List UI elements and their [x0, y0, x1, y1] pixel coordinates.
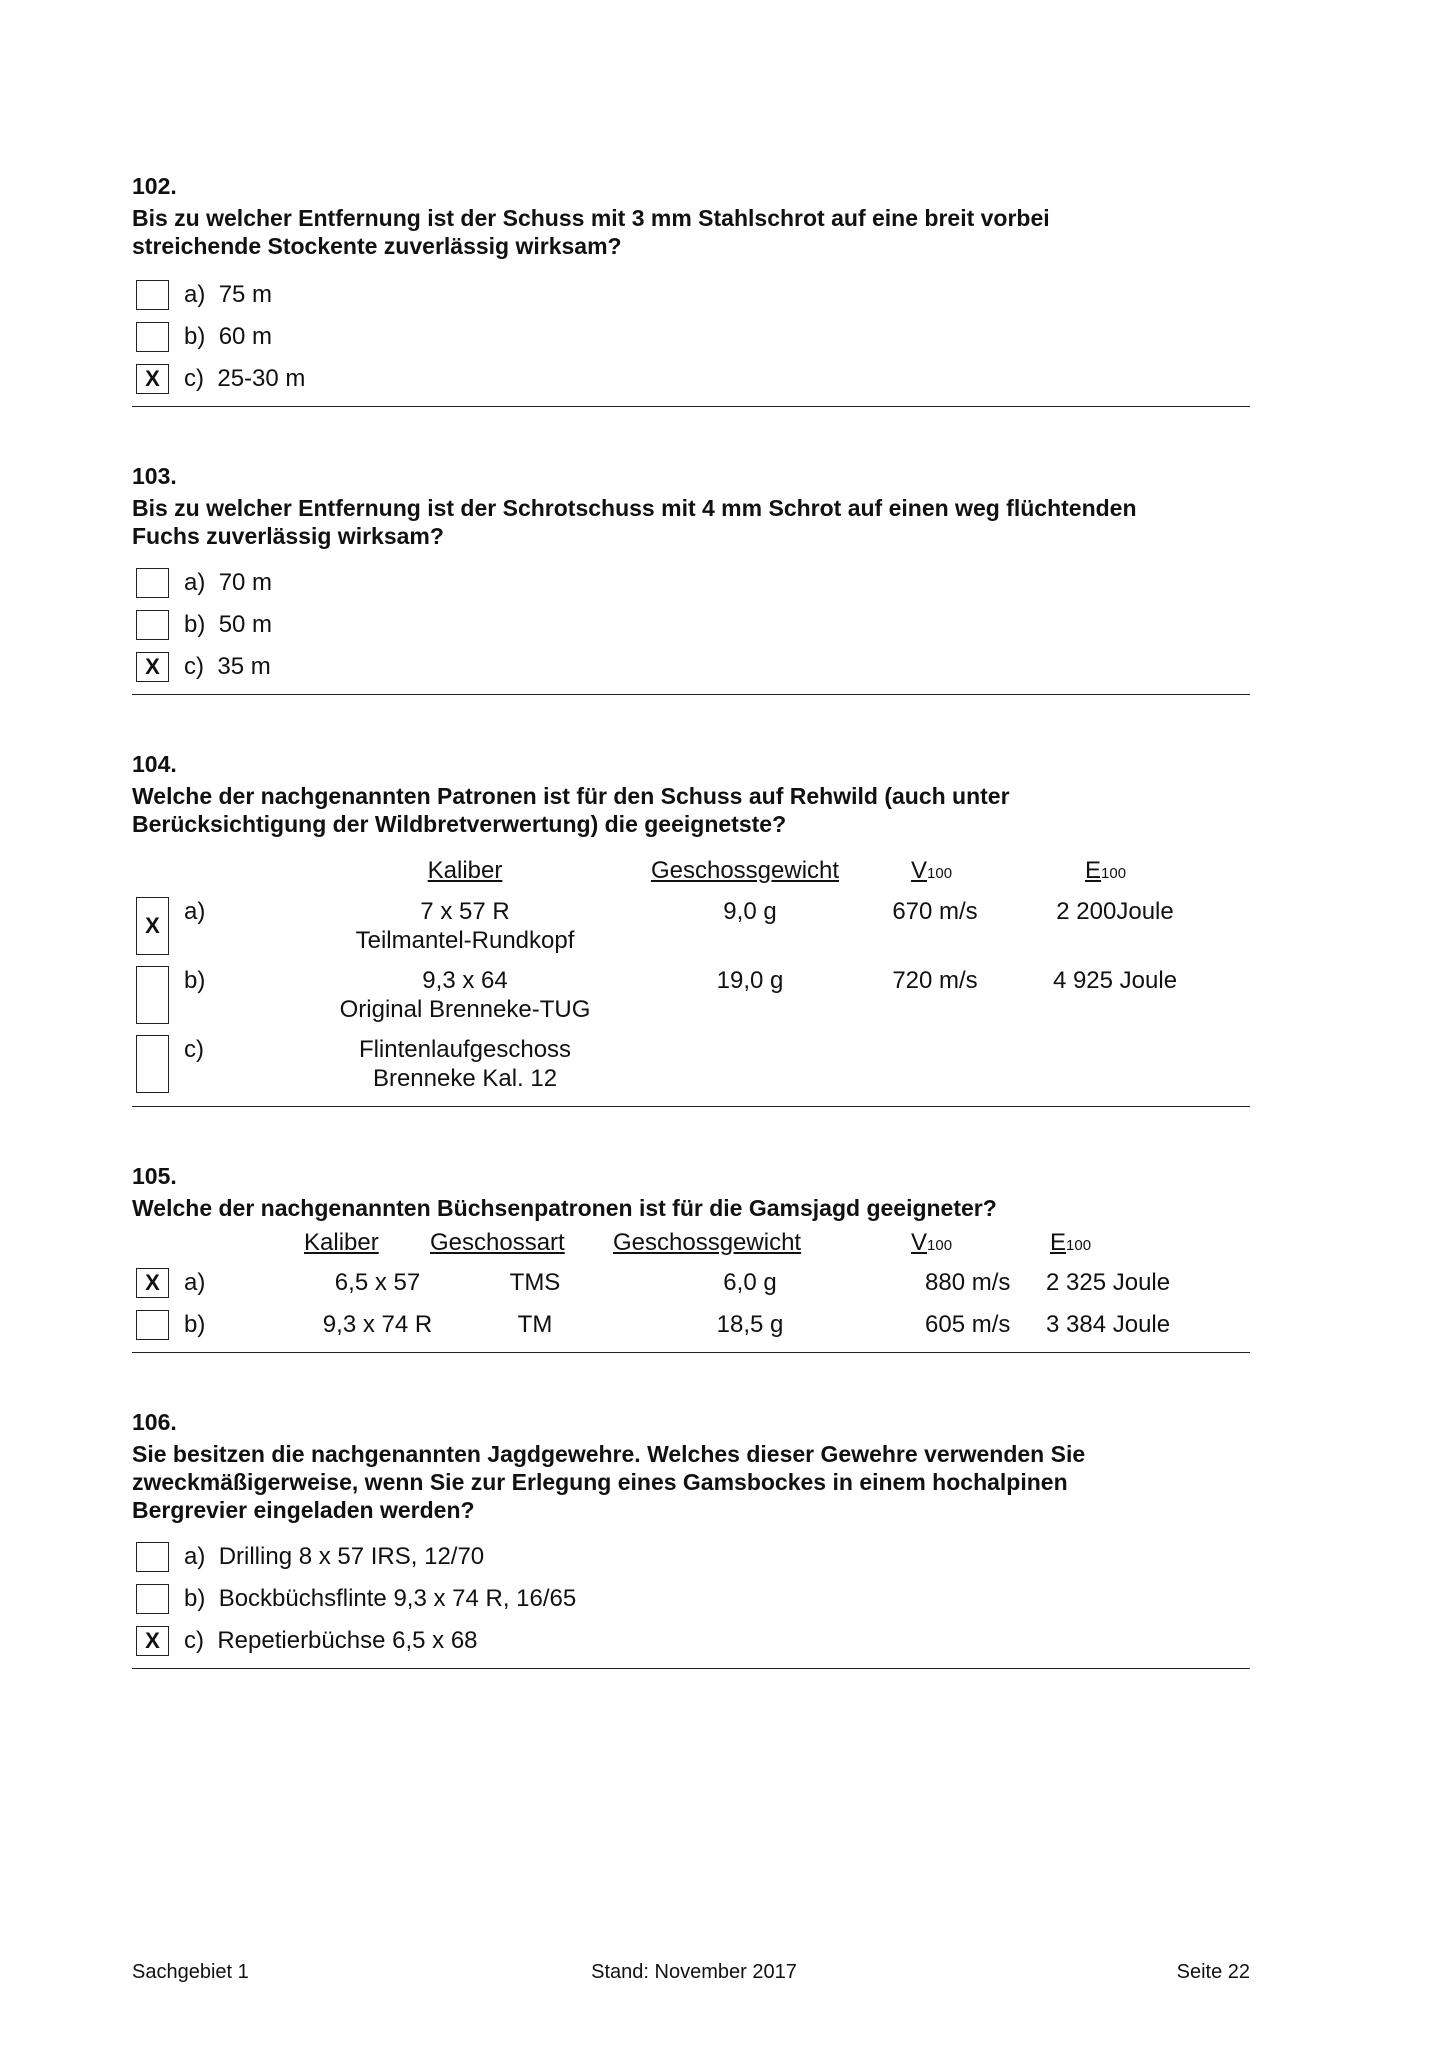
footer-center: Stand: November 2017 [591, 1961, 797, 1983]
column-header-v100: V100 [911, 857, 953, 884]
cell-geschossgewicht: 19,0 g [716, 967, 784, 994]
answer-checkbox-a[interactable] [136, 568, 169, 598]
footer-left: Sachgebiet 1 [132, 1961, 249, 1983]
divider [132, 1668, 1250, 1669]
answer-letter-a: a) [184, 898, 206, 925]
question-text: Bis zu welcher Entfernung ist der Schuss mit 3 mm Stahlschrot auf eine breit vorbei streichende Stockente zuverlässig wirksam? [132, 205, 1050, 259]
answer-option-b: b) Bockbüchsflinte 9,3 x 74 R, 16/65 [184, 1585, 577, 1612]
question-number: 102. [132, 173, 177, 199]
cell-e100: 3 384 Joule [1046, 1311, 1171, 1338]
question-number: 106. [132, 1409, 177, 1435]
cell-v100: 880 m/s [925, 1269, 1011, 1296]
question-text: Sie besitzen die nachgenannten Jagdgewehre. Welches dieser Gewehre verwenden Sie zweckmäßigerweise, wenn Sie zur Erlegung eines Gamsbockes in einem hochalpinen Bergrevier eingeladen werden? [132, 1441, 1086, 1523]
answer-letter-a: a) [184, 1269, 206, 1296]
answer-option-a: a) Drilling 8 x 57 IRS, 12/70 [184, 1543, 485, 1570]
question-text: Bis zu welcher Entfernung ist der Schrotschuss mit 4 mm Schrot auf einen weg flüchtenden Fuchs zuverlässig wirksam? [132, 495, 1137, 549]
cell-geschossgewicht: 18,5 g [716, 1311, 784, 1338]
answer-letter-c: c) [184, 1036, 204, 1063]
question-number: 104. [132, 751, 177, 777]
cell-geschossgewicht: 9,0 g [723, 898, 777, 925]
cell-kaliber: 7 x 57 R Teilmantel-Rundkopf [355, 898, 575, 954]
question-103 [132, 462, 1250, 550]
answer-option-c: c) 35 m [184, 653, 271, 680]
answer-checkbox-b[interactable] [136, 610, 169, 640]
cell-e100: 2 325 Joule [1046, 1269, 1171, 1296]
cell-geschossart: TM [517, 1311, 553, 1338]
cell-geschossart: TMS [509, 1269, 561, 1296]
column-header-geschossgewicht: Geschossgewicht [650, 857, 840, 884]
column-header-e100: E100 [1050, 1229, 1092, 1256]
question-106 [132, 1408, 1250, 1524]
answer-checkbox-c[interactable]: X [136, 364, 169, 394]
cell-v100: 605 m/s [925, 1311, 1011, 1338]
answer-option-a: a) 75 m [184, 281, 273, 308]
divider [132, 1352, 1250, 1353]
answer-checkbox-c[interactable]: X [136, 652, 169, 682]
answer-letter-b: b) [184, 1311, 206, 1338]
footer-right: Seite 22 [1176, 1961, 1250, 1983]
column-header-kaliber: Kaliber [304, 1229, 379, 1256]
cell-e100: 2 200Joule [1056, 898, 1174, 925]
question-number: 105. [132, 1163, 177, 1189]
divider [132, 406, 1250, 407]
answer-option-b: b) 60 m [184, 323, 273, 350]
cell-kaliber: 9,3 x 74 R [322, 1311, 433, 1338]
column-header-geschossart: Geschossart [430, 1229, 565, 1256]
answer-checkbox-b[interactable] [136, 322, 169, 352]
question-102 [132, 172, 1250, 260]
divider [132, 1106, 1250, 1107]
column-header-kaliber: Kaliber [427, 857, 503, 884]
cell-kaliber: 6,5 x 57 [334, 1269, 421, 1296]
cell-v100: 720 m/s [892, 967, 978, 994]
answer-checkbox-c[interactable]: X [136, 1626, 169, 1656]
column-header-e100: E100 [1085, 857, 1127, 884]
cell-e100: 4 925 Joule [1052, 967, 1178, 994]
answer-checkbox-b[interactable] [136, 966, 169, 1024]
answer-option-c: c) Repetierbüchse 6,5 x 68 [184, 1627, 478, 1654]
question-105 [132, 1162, 1250, 1222]
answer-checkbox-b[interactable] [136, 1310, 169, 1340]
question-text: Welche der nachgenannten Patronen ist für den Schuss auf Rehwild (auch unter Berücksichtigung der Wildbretverwertung) die geeignetste? [132, 783, 1010, 837]
answer-checkbox-a[interactable] [136, 1542, 169, 1572]
answer-letter-b: b) [184, 967, 206, 994]
answer-checkbox-a[interactable] [136, 280, 169, 310]
answer-option-c: c) 25-30 m [184, 365, 306, 392]
divider [132, 694, 1250, 695]
cell-kaliber: 9,3 x 64 Original Brenneke-TUG [339, 967, 591, 1023]
column-header-geschossgewicht: Geschossgewicht [613, 1229, 802, 1256]
question-number: 103. [132, 463, 177, 489]
cell-kaliber: Flintenlaufgeschoss Brenneke Kal. 12 [358, 1036, 572, 1092]
answer-option-a: a) 70 m [184, 569, 273, 596]
column-header-v100: V100 [911, 1229, 953, 1256]
answer-option-b: b) 50 m [184, 611, 273, 638]
question-text: Welche der nachgenannten Büchsenpatronen ist für die Gamsjagd geeigneter? [132, 1195, 997, 1221]
answer-checkbox-b[interactable] [136, 1584, 169, 1614]
cell-geschossgewicht: 6,0 g [723, 1269, 777, 1296]
answer-checkbox-a[interactable]: X [136, 897, 169, 955]
cell-v100: 670 m/s [892, 898, 978, 925]
answer-checkbox-a[interactable]: X [136, 1268, 169, 1298]
answer-checkbox-c[interactable] [136, 1035, 169, 1093]
question-104 [132, 750, 1250, 838]
